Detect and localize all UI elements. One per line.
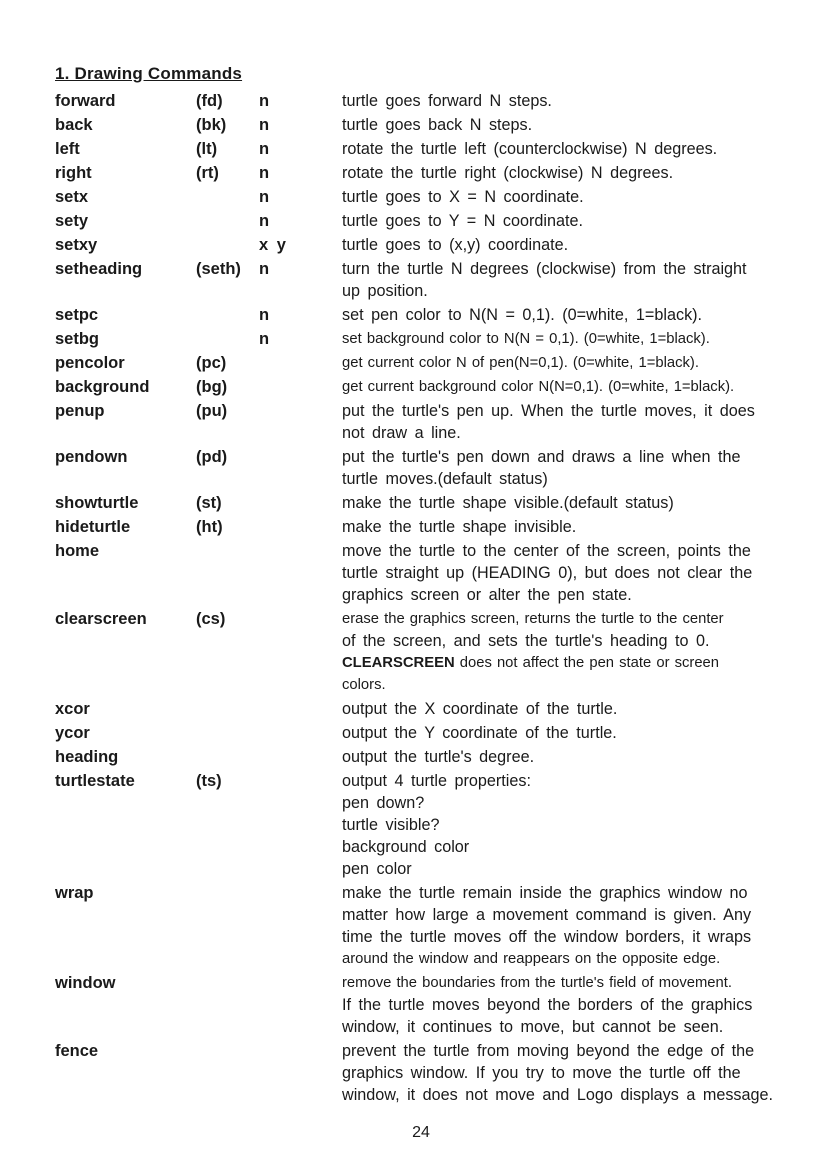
description-line: window, it continues to move, but cannot be seen. [342, 1018, 724, 1036]
description-line: turtle goes to X = N coordinate. [342, 188, 584, 206]
description-line: graphics window. If you try to move the turtle off the [342, 1064, 741, 1082]
command-row-setbg [0, 327, 824, 351]
command-name: fence [55, 1042, 99, 1060]
command-name: clearscreen [55, 610, 147, 628]
description-line: background color [342, 838, 470, 856]
command-abbreviation: (st) [196, 494, 222, 512]
command-argument: n [259, 306, 270, 324]
command-argument: n [259, 188, 270, 206]
description-line: of the screen, and sets the turtle's heading to 0. [342, 632, 710, 650]
command-description [342, 399, 784, 445]
command-row-setx [0, 185, 824, 209]
command-description [342, 137, 784, 161]
command-row-pencolor [0, 351, 824, 375]
description-line: turtle goes forward N steps. [342, 92, 552, 110]
description-line: If the turtle moves beyond the borders of the graphics [342, 996, 753, 1014]
command-abbreviation: (ht) [196, 518, 223, 536]
command-description [342, 769, 784, 881]
section-title: 1. Drawing Commands [55, 64, 243, 83]
command-table [0, 89, 824, 1107]
command-name: right [55, 164, 92, 182]
description-line: put the turtle's pen down and draws a line when the [342, 448, 741, 466]
command-argument: n [259, 212, 270, 230]
command-row-home [0, 539, 824, 607]
description-line: prevent the turtle from moving beyond the edge of the [342, 1042, 755, 1060]
command-row-setxy [0, 233, 824, 257]
description-line [342, 652, 784, 674]
command-abbreviation: (bk) [196, 116, 227, 134]
command-description [342, 303, 784, 327]
command-description [342, 161, 784, 185]
command-row-fence [0, 1039, 824, 1107]
command-name: home [55, 542, 100, 560]
command-row-clearscreen [0, 607, 824, 697]
command-name: heading [55, 748, 119, 766]
command-argument: n [259, 164, 270, 182]
command-name: setxy [55, 236, 98, 254]
command-row-window [0, 971, 824, 1039]
command-name: hideturtle [55, 518, 131, 536]
command-description [342, 209, 784, 233]
command-row-xcor [0, 697, 824, 721]
description-line: turtle moves.(default status) [342, 470, 548, 488]
description-line: make the turtle remain inside the graphics window no [342, 884, 748, 902]
command-row-setheading [0, 257, 824, 303]
command-name: ycor [55, 724, 90, 742]
command-description [342, 351, 784, 375]
description-line: turtle visible? [342, 816, 440, 834]
command-description [342, 327, 784, 351]
command-name: showturtle [55, 494, 139, 512]
description-line: make the turtle shape visible.(default status) [342, 494, 674, 512]
description-line: output the turtle's degree. [342, 748, 535, 766]
command-row-penup [0, 399, 824, 445]
description-line: make the turtle shape invisible. [342, 518, 577, 536]
command-argument: n [259, 92, 270, 110]
page-number: 24 [412, 1124, 430, 1141]
command-row-showturtle [0, 491, 824, 515]
command-abbreviation: (lt) [196, 140, 218, 158]
description-line: up position. [342, 282, 428, 300]
command-description [342, 375, 784, 399]
command-description [342, 113, 784, 137]
command-name: left [55, 140, 80, 158]
command-row-background [0, 375, 824, 399]
command-abbreviation: (bg) [196, 378, 228, 396]
command-name: wrap [55, 884, 94, 902]
command-abbreviation: (ts) [196, 772, 222, 790]
description-line: time the turtle moves off the window borders, it wraps [342, 928, 752, 946]
command-description [342, 539, 784, 607]
command-name: pendown [55, 448, 128, 466]
command-description [342, 515, 784, 539]
command-name: penup [55, 402, 105, 420]
description-line: set pen color to N(N = 0,1). (0=white, 1=black). [342, 306, 703, 324]
command-argument: n [259, 140, 270, 158]
emphasized-keyword: CLEARSCREEN [342, 655, 455, 671]
command-row-ycor [0, 721, 824, 745]
description-fragment: does not affect the pen state or screen [454, 655, 720, 671]
description-line: erase the graphics screen, returns the turtle to the center [342, 611, 724, 627]
command-row-forward [0, 89, 824, 113]
command-name: setx [55, 188, 89, 206]
description-line: turtle goes back N steps. [342, 116, 533, 134]
command-argument: x y [259, 236, 286, 254]
command-description [342, 491, 784, 515]
command-description [342, 745, 784, 769]
command-argument: n [259, 116, 270, 134]
command-description [342, 697, 784, 721]
command-name: back [55, 116, 93, 134]
command-abbreviation: (pu) [196, 402, 228, 420]
command-row-turtlestate [0, 769, 824, 881]
command-row-hideturtle [0, 515, 824, 539]
command-abbreviation: (cs) [196, 610, 226, 628]
command-argument: n [259, 260, 270, 278]
command-abbreviation: (seth) [196, 260, 241, 278]
command-name: forward [55, 92, 116, 110]
command-row-right [0, 161, 824, 185]
description-line: matter how large a movement command is given. Any [342, 906, 752, 924]
description-line: pen down? [342, 794, 425, 812]
command-abbreviation: (pc) [196, 354, 227, 372]
description-line: output the Y coordinate of the turtle. [342, 724, 617, 742]
command-description [342, 257, 784, 303]
command-description [342, 971, 784, 1039]
description-line: get current color N of pen(N=0,1). (0=white, 1=black). [342, 355, 699, 371]
command-name: setbg [55, 330, 100, 348]
command-row-back [0, 113, 824, 137]
command-row-sety [0, 209, 824, 233]
description-line: not draw a line. [342, 424, 461, 442]
description-line: window, it does not move and Logo displays a message. [342, 1086, 774, 1104]
command-name: window [55, 974, 116, 992]
command-row-heading [0, 745, 824, 769]
command-name: setpc [55, 306, 99, 324]
command-row-left [0, 137, 824, 161]
description-line: put the turtle's pen up. When the turtle moves, it does [342, 402, 755, 420]
description-line: graphics screen or alter the pen state. [342, 586, 632, 604]
description-line: remove the boundaries from the turtle's field of movement. [342, 975, 732, 991]
command-description [342, 607, 784, 697]
description-line: set background color to N(N = 0,1). (0=white, 1=black). [342, 331, 710, 347]
command-row-setpc [0, 303, 824, 327]
description-line: rotate the turtle right (clockwise) N degrees. [342, 164, 674, 182]
command-description [342, 233, 784, 257]
command-row-pendown [0, 445, 824, 491]
description-line: turn the turtle N degrees (clockwise) from the straight [342, 260, 747, 278]
command-name: sety [55, 212, 89, 230]
description-line: around the window and reappears on the opposite edge. [342, 951, 721, 967]
command-description [342, 445, 784, 491]
command-name: background [55, 378, 150, 396]
description-line: colors. [342, 677, 386, 693]
command-description [342, 89, 784, 113]
command-row-wrap [0, 881, 824, 971]
command-argument: n [259, 330, 270, 348]
command-name: xcor [55, 700, 90, 718]
command-name: setheading [55, 260, 143, 278]
description-line: rotate the turtle left (counterclockwise) N degrees. [342, 140, 718, 158]
description-line: turtle goes to Y = N coordinate. [342, 212, 584, 230]
description-line: get current background color N(N=0,1). (0=white, 1=black). [342, 379, 735, 395]
command-abbreviation: (pd) [196, 448, 228, 466]
description-line: move the turtle to the center of the screen, points the [342, 542, 751, 560]
command-description [342, 185, 784, 209]
description-line: output the X coordinate of the turtle. [342, 700, 618, 718]
command-name: turtlestate [55, 772, 135, 790]
description-line: output 4 turtle properties: [342, 772, 531, 790]
command-description [342, 1039, 784, 1107]
description-line: turtle goes to (x,y) coordinate. [342, 236, 569, 254]
command-description [342, 721, 784, 745]
description-line: pen color [342, 860, 412, 878]
command-abbreviation: (fd) [196, 92, 223, 110]
command-description [342, 881, 784, 971]
command-name: pencolor [55, 354, 125, 372]
description-line: turtle straight up (HEADING 0), but does not clear the [342, 564, 753, 582]
command-abbreviation: (rt) [196, 164, 219, 182]
